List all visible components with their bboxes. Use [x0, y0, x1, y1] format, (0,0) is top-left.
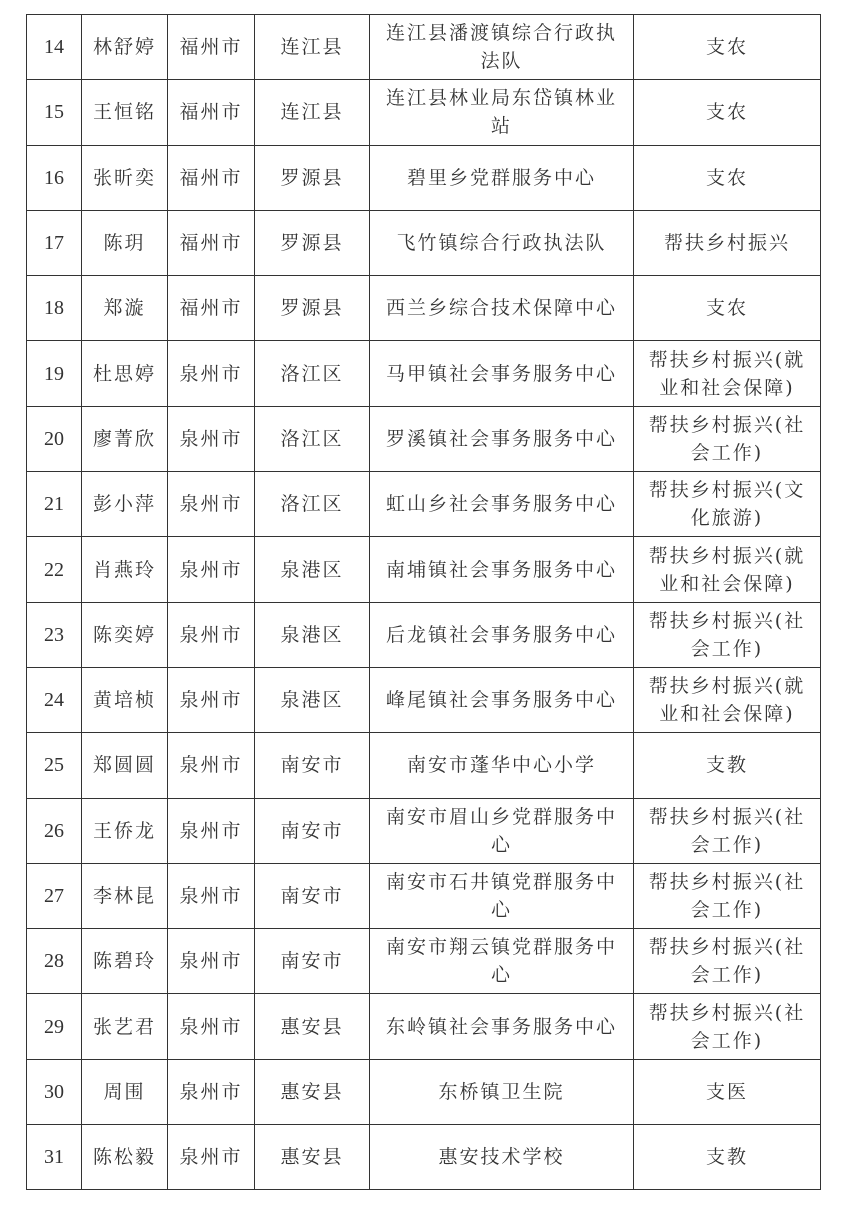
person-name: 黄培桢: [82, 667, 168, 732]
row-number: 17: [27, 210, 82, 275]
county: 南安市: [255, 733, 370, 798]
service-type: 支教: [634, 733, 821, 798]
person-name: 肖燕玲: [82, 537, 168, 602]
county: 洛江区: [255, 406, 370, 471]
service-type: 帮扶乡村振兴(就业和社会保障): [634, 667, 821, 732]
city: 泉州市: [168, 863, 255, 928]
service-type: 支医: [634, 1059, 821, 1124]
city: 泉州市: [168, 667, 255, 732]
person-name: 陈碧玲: [82, 929, 168, 994]
person-name: 陈奕婷: [82, 602, 168, 667]
county: 惠安县: [255, 1059, 370, 1124]
county: 洛江区: [255, 472, 370, 537]
work-unit: 南埔镇社会事务服务中心: [370, 537, 634, 602]
person-name: 彭小萍: [82, 472, 168, 537]
row-number: 25: [27, 733, 82, 798]
work-unit: 飞竹镇综合行政执法队: [370, 210, 634, 275]
row-number: 16: [27, 145, 82, 210]
row-number: 18: [27, 276, 82, 341]
person-name: 陈玥: [82, 210, 168, 275]
service-type: 帮扶乡村振兴(社会工作): [634, 863, 821, 928]
city: 泉州市: [168, 602, 255, 667]
work-unit: 连江县潘渡镇综合行政执法队: [370, 15, 634, 80]
person-name: 周围: [82, 1059, 168, 1124]
city: 福州市: [168, 276, 255, 341]
table-row: [27, 994, 821, 1059]
work-unit: 罗溪镇社会事务服务中心: [370, 406, 634, 471]
row-number: 27: [27, 863, 82, 928]
table-row: [27, 1125, 821, 1190]
row-number: 14: [27, 15, 82, 80]
service-type: 帮扶乡村振兴: [634, 210, 821, 275]
work-unit: 南安市翔云镇党群服务中心: [370, 929, 634, 994]
city: 福州市: [168, 15, 255, 80]
county: 惠安县: [255, 994, 370, 1059]
county: 南安市: [255, 863, 370, 928]
city: 福州市: [168, 145, 255, 210]
table-row: [27, 276, 821, 341]
row-number: 15: [27, 80, 82, 145]
city: 福州市: [168, 210, 255, 275]
county: 泉港区: [255, 667, 370, 732]
city: 泉州市: [168, 1059, 255, 1124]
service-type: 帮扶乡村振兴(就业和社会保障): [634, 341, 821, 406]
work-unit: 连江县林业局东岱镇林业站: [370, 80, 634, 145]
row-number: 24: [27, 667, 82, 732]
city: 泉州市: [168, 994, 255, 1059]
table-row: [27, 15, 821, 80]
city: 泉州市: [168, 929, 255, 994]
table-row: [27, 1059, 821, 1124]
work-unit: 峰尾镇社会事务服务中心: [370, 667, 634, 732]
person-name: 郑圆圆: [82, 733, 168, 798]
row-number: 23: [27, 602, 82, 667]
work-unit: 南安市石井镇党群服务中心: [370, 863, 634, 928]
person-name: 林舒婷: [82, 15, 168, 80]
person-name: 李林昆: [82, 863, 168, 928]
table-row: [27, 929, 821, 994]
table-row: [27, 145, 821, 210]
city: 福州市: [168, 80, 255, 145]
row-number: 29: [27, 994, 82, 1059]
county: 连江县: [255, 80, 370, 145]
table-row: [27, 406, 821, 471]
county: 连江县: [255, 15, 370, 80]
service-type: 帮扶乡村振兴(文化旅游): [634, 472, 821, 537]
work-unit: 后龙镇社会事务服务中心: [370, 602, 634, 667]
person-name: 杜思婷: [82, 341, 168, 406]
work-unit: 东桥镇卫生院: [370, 1059, 634, 1124]
county: 洛江区: [255, 341, 370, 406]
city: 泉州市: [168, 341, 255, 406]
work-unit: 马甲镇社会事务服务中心: [370, 341, 634, 406]
city: 泉州市: [168, 733, 255, 798]
county: 南安市: [255, 798, 370, 863]
row-number: 30: [27, 1059, 82, 1124]
service-type: 支农: [634, 80, 821, 145]
work-unit: 西兰乡综合技术保障中心: [370, 276, 634, 341]
service-type: 帮扶乡村振兴(社会工作): [634, 798, 821, 863]
city: 泉州市: [168, 406, 255, 471]
person-name: 张艺君: [82, 994, 168, 1059]
service-type: 支农: [634, 276, 821, 341]
table-row: [27, 537, 821, 602]
work-unit: 碧里乡党群服务中心: [370, 145, 634, 210]
row-number: 31: [27, 1125, 82, 1190]
work-unit: 东岭镇社会事务服务中心: [370, 994, 634, 1059]
service-type: 支教: [634, 1125, 821, 1190]
person-name: 陈松毅: [82, 1125, 168, 1190]
personnel-table: [26, 14, 821, 1190]
row-number: 21: [27, 472, 82, 537]
person-name: 王侨龙: [82, 798, 168, 863]
service-type: 帮扶乡村振兴(社会工作): [634, 602, 821, 667]
table-row: [27, 210, 821, 275]
table-row: [27, 80, 821, 145]
work-unit: 南安市眉山乡党群服务中心: [370, 798, 634, 863]
row-number: 20: [27, 406, 82, 471]
county: 罗源县: [255, 276, 370, 341]
table-body: [27, 15, 821, 1190]
county: 罗源县: [255, 145, 370, 210]
city: 泉州市: [168, 798, 255, 863]
city: 泉州市: [168, 537, 255, 602]
county: 泉港区: [255, 602, 370, 667]
table-row: [27, 341, 821, 406]
row-number: 19: [27, 341, 82, 406]
city: 泉州市: [168, 472, 255, 537]
table-row: [27, 798, 821, 863]
service-type: 支农: [634, 15, 821, 80]
table-row: [27, 602, 821, 667]
table-row: [27, 472, 821, 537]
table-row: [27, 667, 821, 732]
county: 罗源县: [255, 210, 370, 275]
table-row: [27, 733, 821, 798]
row-number: 28: [27, 929, 82, 994]
row-number: 22: [27, 537, 82, 602]
person-name: 郑漩: [82, 276, 168, 341]
service-type: 帮扶乡村振兴(社会工作): [634, 994, 821, 1059]
work-unit: 南安市蓬华中心小学: [370, 733, 634, 798]
county: 泉港区: [255, 537, 370, 602]
county: 惠安县: [255, 1125, 370, 1190]
work-unit: 虹山乡社会事务服务中心: [370, 472, 634, 537]
work-unit: 惠安技术学校: [370, 1125, 634, 1190]
service-type: 帮扶乡村振兴(社会工作): [634, 406, 821, 471]
city: 泉州市: [168, 1125, 255, 1190]
county: 南安市: [255, 929, 370, 994]
service-type: 帮扶乡村振兴(社会工作): [634, 929, 821, 994]
service-type: 帮扶乡村振兴(就业和社会保障): [634, 537, 821, 602]
person-name: 王恒铭: [82, 80, 168, 145]
service-type: 支农: [634, 145, 821, 210]
row-number: 26: [27, 798, 82, 863]
person-name: 廖菁欣: [82, 406, 168, 471]
person-name: 张昕奕: [82, 145, 168, 210]
table-row: [27, 863, 821, 928]
